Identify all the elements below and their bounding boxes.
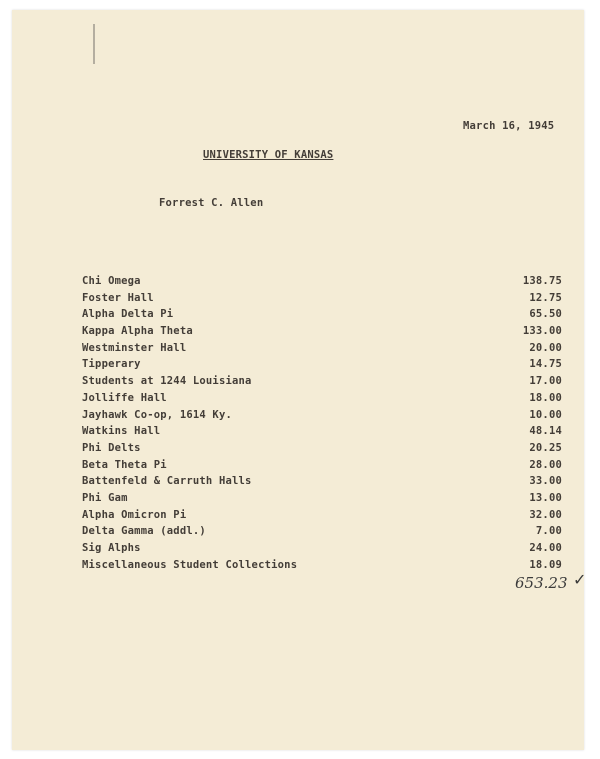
person-name: Forrest C. Allen — [159, 197, 264, 209]
list-item — [82, 525, 562, 542]
entry-label: Jolliffe Hall — [82, 391, 167, 404]
handwritten-total: 653.23 — [515, 574, 568, 592]
list-item — [82, 325, 562, 342]
list-item — [82, 509, 562, 526]
entry-amount: 133.00 — [522, 325, 562, 338]
entry-label: Westminster Hall — [82, 341, 187, 354]
entry-amount: 18.09 — [529, 558, 562, 571]
entry-amount: 48.14 — [529, 425, 562, 438]
list-item — [82, 542, 562, 559]
list-item — [82, 475, 562, 492]
list-item — [82, 459, 562, 476]
entry-amount: 20.25 — [529, 441, 562, 454]
entry-label: Phi Gam — [82, 491, 128, 504]
entry-label: Beta Theta Pi — [82, 458, 167, 471]
list-item — [82, 275, 562, 292]
entry-label: Alpha Delta Pi — [82, 308, 174, 321]
entry-amount: 7.00 — [535, 525, 562, 538]
entry-label: Alpha Omicron Pi — [82, 508, 187, 521]
entry-label: Miscellaneous Student Collections — [82, 558, 298, 571]
document-title: UNIVERSITY OF KANSAS — [203, 149, 334, 161]
entry-amount: 65.50 — [529, 308, 562, 321]
entries-list — [82, 275, 562, 575]
entry-label: Tipperary — [82, 358, 141, 371]
check-mark-icon: ✓ — [573, 570, 587, 589]
list-item — [82, 559, 562, 576]
list-item — [82, 292, 562, 309]
entry-label: Delta Gamma (addl.) — [82, 525, 206, 538]
entry-amount: 138.75 — [522, 275, 562, 287]
list-item — [82, 425, 562, 442]
entry-amount: 33.00 — [529, 475, 562, 488]
entry-label: Phi Delts — [82, 441, 141, 454]
entry-amount: 17.00 — [529, 375, 562, 388]
list-item — [82, 392, 562, 409]
entry-label: Kappa Alpha Theta — [82, 325, 193, 338]
entry-amount: 13.00 — [529, 491, 562, 504]
document-date: March 16, 1945 — [463, 120, 555, 132]
entry-label: Battenfeld & Carruth Halls — [82, 475, 252, 488]
entry-amount: 18.00 — [529, 391, 562, 404]
entry-amount: 28.00 — [529, 458, 562, 471]
list-item — [82, 492, 562, 509]
document-page — [12, 10, 587, 750]
list-item — [82, 409, 562, 426]
entry-amount: 24.00 — [529, 542, 562, 554]
list-item — [82, 342, 562, 359]
entry-amount: 10.00 — [529, 408, 562, 421]
list-item — [82, 308, 562, 325]
entry-amount: 20.00 — [529, 341, 562, 354]
entry-label: Foster Hall — [82, 291, 154, 304]
list-item — [82, 358, 562, 375]
entry-label: Watkins Hall — [82, 425, 161, 438]
entry-label: Sig Alphs — [82, 542, 141, 554]
entry-amount: 12.75 — [529, 291, 562, 304]
list-item — [82, 375, 562, 392]
entry-amount: 14.75 — [529, 358, 562, 371]
margin-mark — [93, 24, 95, 64]
entry-label: Jayhawk Co-op, 1614 Ky. — [82, 408, 232, 421]
entry-label: Students at 1244 Louisiana — [82, 375, 252, 388]
list-item — [82, 442, 562, 459]
entry-amount: 32.00 — [529, 508, 562, 521]
entry-label: Chi Omega — [82, 275, 141, 287]
